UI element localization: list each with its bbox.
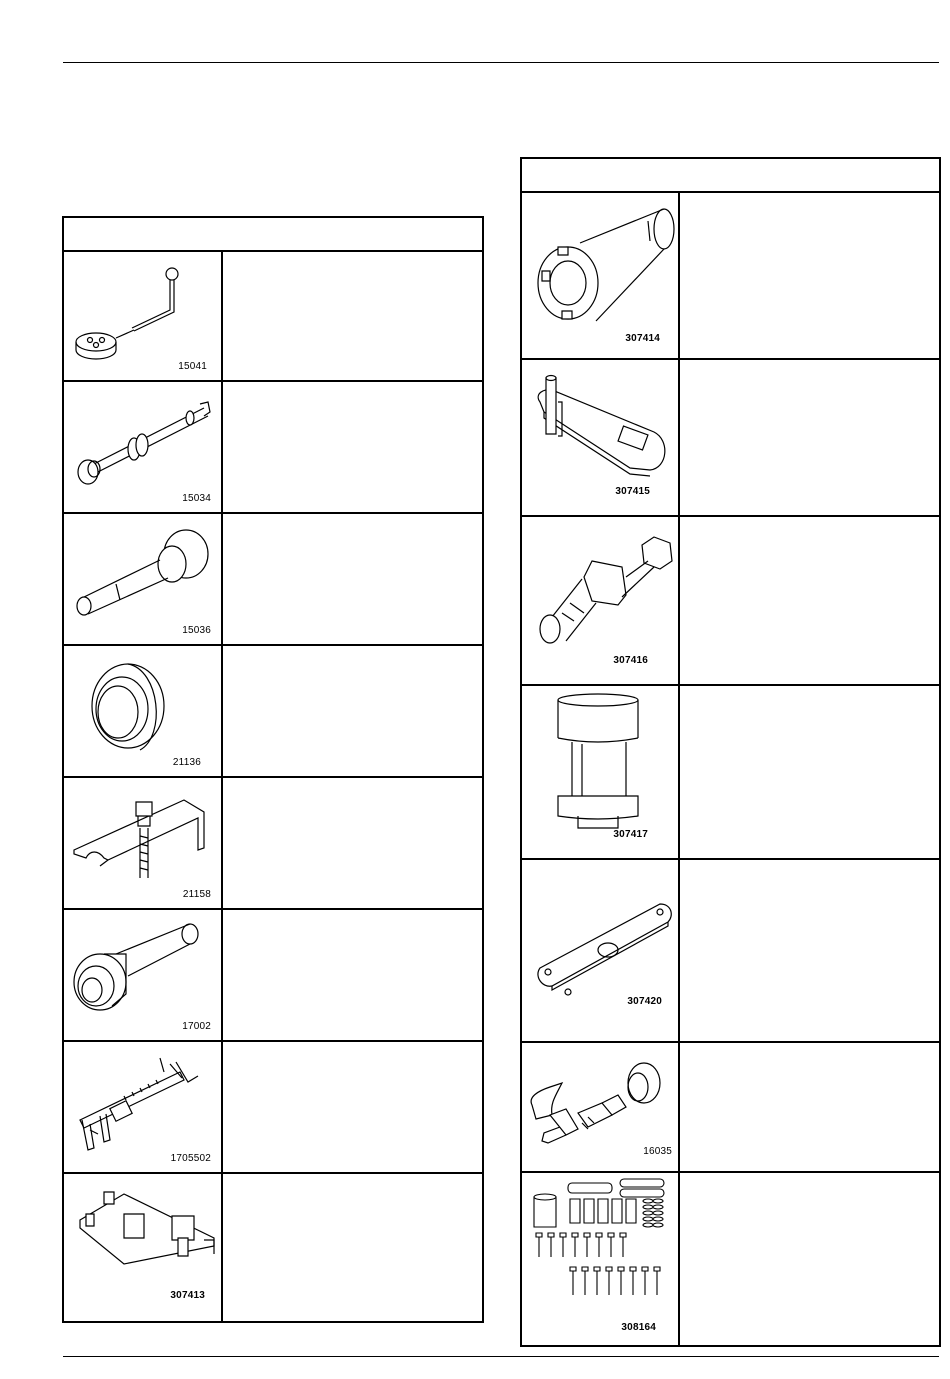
tool-description — [680, 686, 939, 858]
tool-code: 307414 — [625, 333, 660, 344]
table-row — [522, 1173, 939, 1347]
footer-rule — [63, 1356, 939, 1357]
hex-adapter-icon — [522, 517, 678, 684]
tool-code: 15036 — [182, 625, 211, 636]
tool-code: 21158 — [182, 889, 211, 900]
table-row — [64, 514, 482, 646]
tool-image-cell — [64, 646, 223, 776]
tool-code: 15034 — [182, 493, 211, 504]
table-row — [64, 778, 482, 910]
tool-code: 17002 — [182, 1021, 211, 1032]
tool-image-cell — [522, 686, 680, 858]
tool-image-cell — [64, 910, 223, 1040]
table-row — [64, 1174, 482, 1323]
tool-code: 15041 — [178, 361, 207, 372]
right-tool-table — [520, 157, 941, 1347]
tool-image-cell — [64, 1174, 223, 1323]
tool-code: 307415 — [615, 486, 650, 497]
tool-description — [223, 514, 482, 644]
tool-image-cell — [64, 514, 223, 644]
table-row — [64, 646, 482, 778]
tool-description — [680, 1043, 939, 1171]
tool-image-cell — [522, 191, 680, 358]
header-rule — [63, 62, 939, 63]
tool-code: 307420 — [627, 996, 662, 1007]
locking-plate-icon — [522, 360, 678, 515]
left-table-header — [64, 218, 482, 252]
tool-description — [223, 910, 482, 1040]
tool-code: 16035 — [643, 1146, 672, 1157]
tool-code: 21136 — [172, 757, 201, 768]
tool-image-cell — [522, 1173, 680, 1347]
tool-image-cell — [64, 382, 223, 512]
tool-image-cell — [64, 1042, 223, 1172]
tool-description — [223, 382, 482, 512]
table-row — [64, 250, 482, 382]
flat-plate-icon — [522, 860, 678, 1041]
tool-code: 307417 — [613, 829, 648, 840]
tool-description — [223, 1042, 482, 1172]
tool-code: 307416 — [613, 655, 648, 666]
table-row — [522, 860, 939, 1043]
table-row — [522, 686, 939, 860]
table-row — [64, 1042, 482, 1174]
tool-code: 1705502 — [170, 1153, 211, 1164]
table-row — [522, 360, 939, 517]
table-row — [522, 517, 939, 686]
tool-image-cell — [522, 517, 680, 684]
table-row — [522, 1043, 939, 1173]
left-tool-table — [62, 216, 484, 1323]
tool-description — [680, 860, 939, 1041]
tool-image-cell — [522, 1043, 680, 1171]
table-row — [64, 910, 482, 1042]
tool-image-cell — [64, 250, 223, 380]
tool-description — [680, 360, 939, 515]
tool-code: 308164 — [621, 1322, 656, 1333]
tool-description — [680, 517, 939, 684]
tool-image-cell — [522, 860, 680, 1041]
tool-description — [223, 1174, 482, 1323]
table-row — [64, 382, 482, 514]
table-row — [522, 191, 939, 360]
spool-drift-icon — [522, 686, 678, 858]
bolt-kit-icon — [522, 1173, 678, 1345]
tool-description — [223, 250, 482, 380]
tool-image-cell — [522, 360, 680, 515]
right-table-header — [522, 159, 939, 193]
tool-description — [223, 778, 482, 908]
tool-description — [680, 1173, 939, 1347]
tool-description — [223, 646, 482, 776]
tool-code: 307413 — [170, 1290, 205, 1301]
tool-description — [680, 191, 939, 358]
tool-image-cell — [64, 778, 223, 908]
